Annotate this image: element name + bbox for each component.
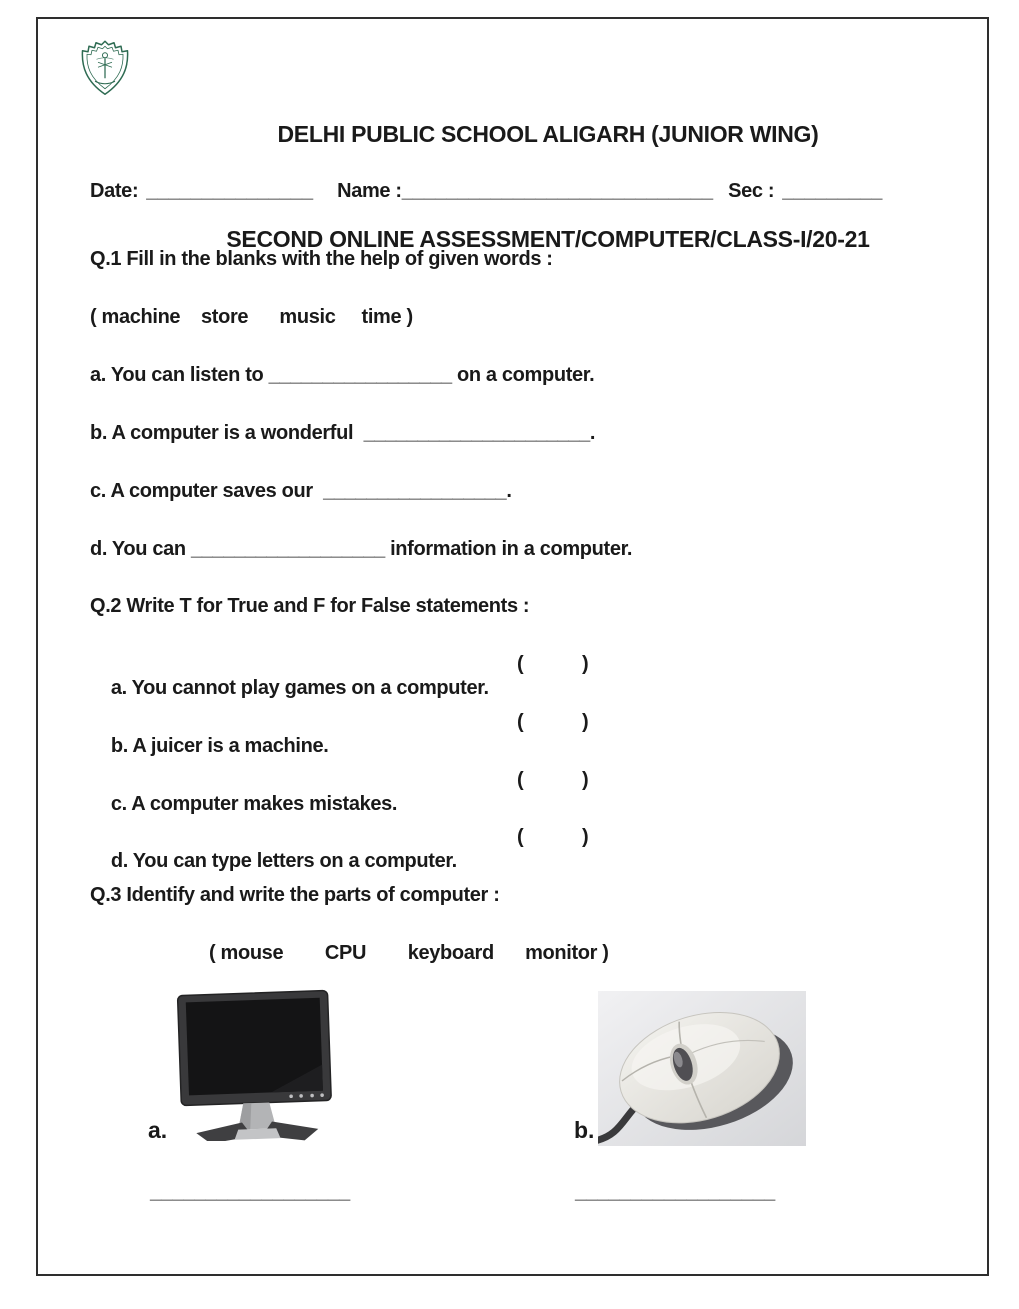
q1-item-c: c. A computer saves our _________________. [90, 480, 512, 502]
q2-statement: b. A juicer is a machine. [110, 735, 329, 757]
q2-heading: Q.2 Write T for True and F for False statements : [90, 595, 530, 617]
answer-paren-close: ) [582, 711, 589, 733]
info-line [90, 179, 882, 203]
q3-heading: Q.3 Identify and write the parts of computer : [90, 884, 500, 906]
q2-statement: c. A computer makes mistakes. [110, 793, 398, 815]
q1-item-b: b. A computer is a wonderful _____________________. [90, 422, 596, 444]
q2-statement: d. You can type letters on a computer. [110, 850, 457, 872]
q1-item-a: a. You can listen to _________________ on a computer. [90, 364, 595, 386]
answer-paren-close: ) [582, 653, 589, 675]
q1-item-d: d. You can __________________ information in a computer. [90, 538, 633, 560]
answer-paren-open: ( [517, 653, 524, 675]
item-a-label: a. [148, 1117, 168, 1143]
mouse-image [598, 991, 806, 1146]
item-b-answer-blank: __________________ [575, 1181, 776, 1203]
q2-statement: a. You cannot play games on a computer. [110, 677, 489, 699]
sec-blank: _________ [782, 180, 883, 202]
answer-paren-close: ) [582, 769, 589, 791]
assessment-title: SECOND ONLINE ASSESSMENT/COMPUTER/CLASS-I/20-21 [226, 226, 870, 252]
name-label: Name : [337, 180, 402, 202]
item-a-answer-blank: __________________ [150, 1181, 351, 1203]
q1-word-bank: ( machine store music time ) [90, 306, 413, 328]
answer-paren-open: ( [517, 826, 524, 848]
name-blank: ____________________________ [401, 180, 714, 202]
sec-label: Sec : [728, 180, 775, 202]
worksheet-page [36, 17, 989, 1276]
answer-paren-open: ( [517, 711, 524, 733]
school-title: DELHI PUBLIC SCHOOL ALIGARH (JUNIOR WING) [277, 121, 819, 147]
date-blank: _______________ [146, 180, 314, 202]
monitor-image [170, 989, 340, 1141]
answer-paren-open: ( [517, 769, 524, 791]
q1-heading: Q.1 Fill in the blanks with the help of given words : [90, 248, 553, 270]
q3-word-bank: ( mouse CPU keyboard monitor ) [209, 942, 609, 964]
date-label: Date: [90, 180, 139, 202]
answer-paren-close: ) [582, 826, 589, 848]
item-b-label: b. [574, 1117, 595, 1143]
